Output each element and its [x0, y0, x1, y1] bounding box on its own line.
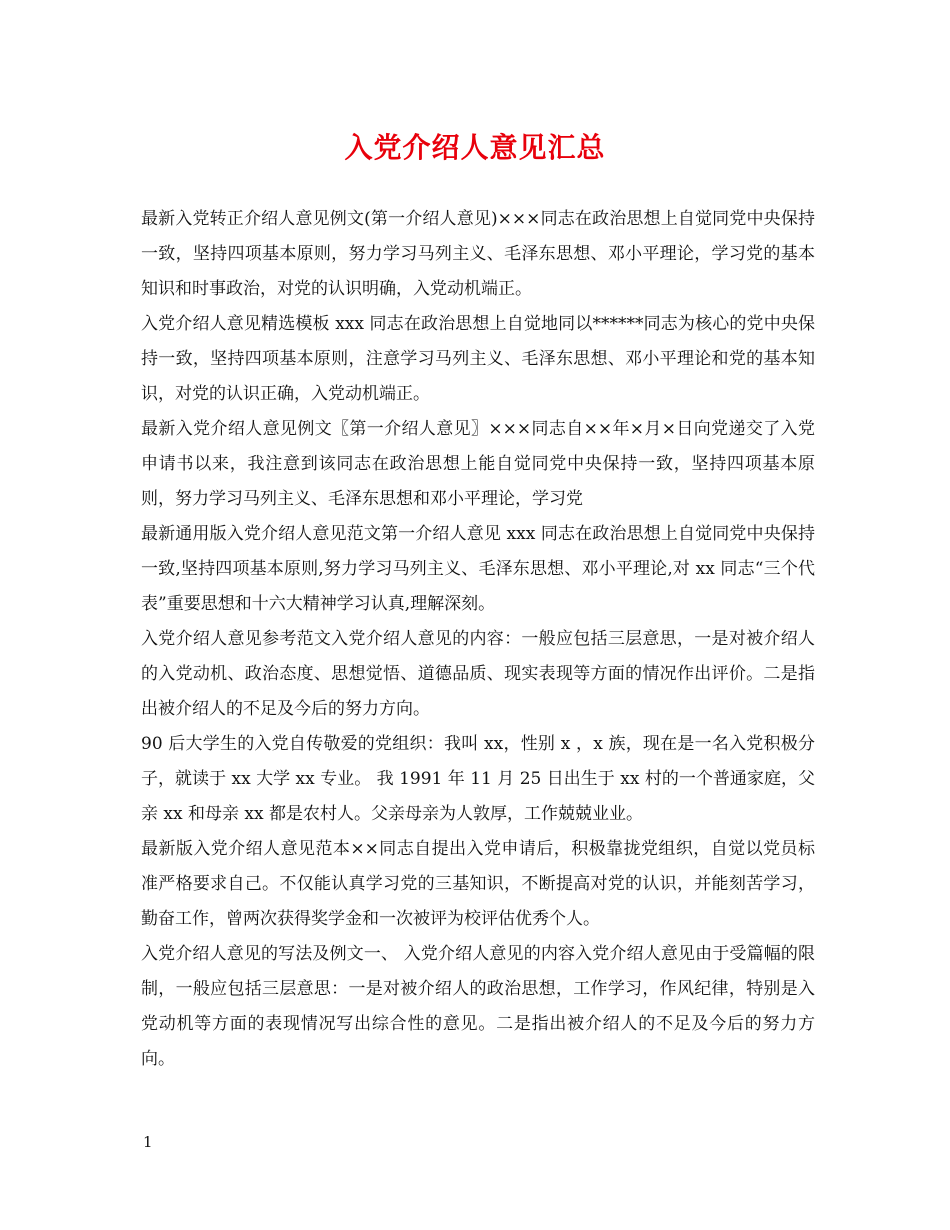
paragraph-8: 入党介绍人意见的写法及例文一、 入党介绍人意见的内容入党介绍人意见由于受篇幅的限制，一般应包括三层意思：一是对被介绍人的政治思想，工作学习，作风纪律，特别是入党动机等方面的表现情况写出综合性的意见。二是指出被介绍人的不足及今后的努力方向。 [141, 944, 815, 1069]
page-number: 1 [143, 1133, 153, 1151]
paragraph-1: 最新入党转正介绍人意见例文(第一介绍人意见)×××同志在政治思想上自觉同党中央保持一致，坚持四项基本原则，努力学习马列主义、毛泽东思想、邓小平理论，学习党的基本知识和时事政治，对党的认识明确，入党动机端正。 [141, 209, 815, 299]
paragraph-6: 90 后大学生的入党自传敬爱的党组织：我叫 xx，性别 x ，x 族，现在是一名入党积极分子，就读于 xx 大学 xx 专业。 我 1991 年 11 月 25 日出生于 xx 村的一个普通家庭，父亲 xx 和母亲 xx 都是农村人。父亲母亲为人敦厚，工作兢兢业业。 [141, 734, 815, 824]
paragraph-4: 最新通用版入党介绍人意见范文第一介绍人意见 xxx 同志在政治思想上自觉同党中央保持一致,坚持四项基本原则,努力学习马列主义、毛泽东思想、邓小平理论,对 xx 同志“三个代表”重要思想和十六大精神学习认真,理解深刻。 [141, 524, 815, 614]
paragraph-2: 入党介绍人意见精选模板 xxx 同志在政治思想上自觉地同以******同志为核心的党中央保持一致，坚持四项基本原则，注意学习马列主义、毛泽东思想、邓小平理论和党的基本知识，对党的认识正确，入党动机端正。 [141, 314, 815, 404]
document-title: 入党介绍人意见汇总 [344, 131, 606, 164]
paragraph-3: 最新入党介绍人意见例文〖第一介绍人意见〗×××同志自××年×月×日向党递交了入党申请书以来，我注意到该同志在政治思想上能自觉同党中央保持一致，坚持四项基本原则，努力学习马列主义、毛泽东思想和邓小平理论，学习党 [141, 419, 815, 509]
paragraph-5: 入党介绍人意见参考范文入党介绍人意见的内容：一般应包括三层意思，一是对被介绍人的入党动机、政治态度、思想觉悟、道德品质、现实表现等方面的情况作出评价。二是指出被介绍人的不足及今后的努力方向。 [141, 629, 815, 719]
document-body [141, 202, 815, 1077]
paragraph-7: 最新版入党介绍人意见范本××同志自提出入党申请后，积极靠拢党组织，自觉以党员标准严格要求自己。不仅能认真学习党的三基知识，不断提高对党的认识，并能刻苦学习，勤奋工作，曾两次获得奖学金和一次被评为校评估优秀个人。 [141, 839, 815, 929]
